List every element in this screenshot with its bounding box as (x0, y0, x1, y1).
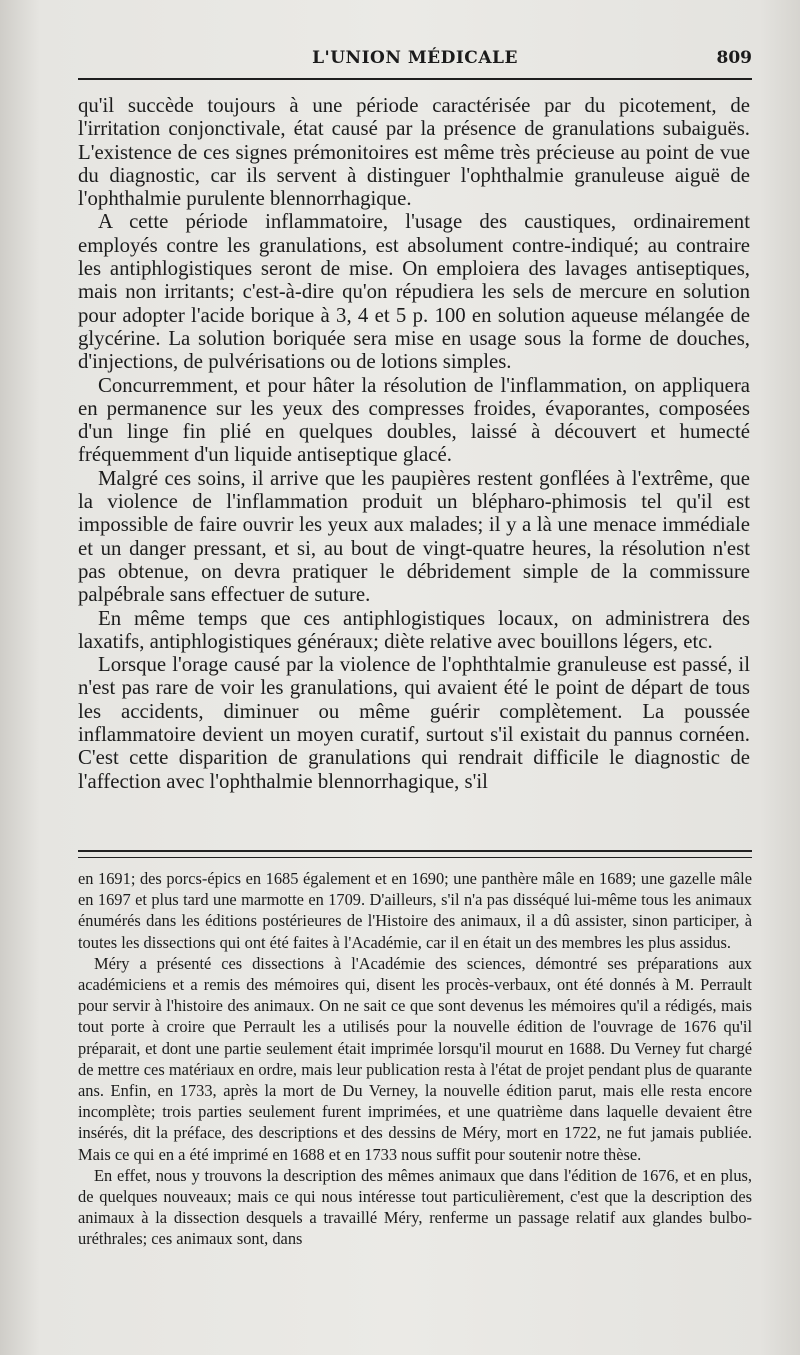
body-paragraph: A cette période inflammatoire, l'usage des caustiques, ordinairement employés contre les granulations, est absolument contre-indiqué; au contraire les antiphlogistiques seront de mise. On emploiera des lavages antiseptiques, mais non irritants; c'est-à-dire qu'on répudiera les sels de mercure en solution pour adopter l'acide borique à 3, 4 et 5 p. 100 en solution aqueuse mélangée de glycérine. La solution boriquée sera mise en usage sous la forme de douches, d'injections, de pulvérisations ou de lotions simples. (78, 210, 750, 374)
body-paragraph: qu'il succède toujours à une période caractérisée par du picotement, de l'irritation conjonctivale, état causé par la présence de granulations subaiguës. L'existence de ces signes prémonitoires est même très précieuse au point de vue du diagnostic, car ils servent à distinguer l'ophthalmie granuleuse aiguë de l'ophthalmie purulente blennorrhagique. (78, 94, 750, 211)
journal-title: L'UNION MÉDICALE (312, 48, 518, 68)
body-paragraph: Concurremment, et pour hâter la résolution de l'inflammation, on appliquera en permanence sur les yeux des compresses froides, évaporantes, composées d'un linge fin plié en quelques doubles, laissé à découvert et humecté fréquemment d'un liquide antiseptique glacé. (78, 373, 750, 467)
page-number: 809 (716, 48, 752, 68)
footnotes (78, 868, 752, 1250)
footnote-divider (78, 857, 752, 858)
body-paragraph: En même temps que ces antiphlogistiques locaux, on administrera des laxatifs, antiphlogistiques généraux; diète relative avec bouillons légers, etc. (78, 606, 750, 653)
footnote-paragraph: En effet, nous y trouvons la description des mêmes animaux que dans l'édition de 1676, et en plus, de quelques nouveaux; mais ce qui nous intéresse tout particulièrement, c'est que la description des animaux à la dissection desquels a travaillé Méry, renferme un passage relatif aux glandes bulbo-uréthrales; ces animaux sont, dans (78, 1165, 752, 1249)
body-paragraph: Lorsque l'orage causé par la violence de l'ophthtalmie granuleuse est passé, il n'est pas rare de voir les granulations, qui avaient été le point de départ de tous les accidents, diminuer ou même guérir complètement. La poussée inflammatoire devient un moyen curatif, surtout s'il existait du pannus cornéen. C'est cette disparition de granulations qui rendrait difficile le diagnostic de l'affection avec l'ophthalmie blennorrhagique, s'il (78, 653, 750, 793)
footnote-divider (78, 850, 752, 852)
main-text (78, 94, 750, 793)
running-head (78, 44, 752, 80)
body-paragraph: Malgré ces soins, il arrive que les paupières restent gonflées à l'extrême, que la violence de l'inflammation produit un blépharo-phimosis tel qu'il est impossible de faire ouvrir les yeux aux malades; il y a là une menace immédiale et un danger pressant, et si, au bout de vingt-quatre heures, la résolution n'est pas obtenue, on devra pratiquer le débridement simple de la commissure palpébrale sans effectuer de suture. (78, 466, 750, 607)
footnote-paragraph: Méry a présenté ces dissections à l'Académie des sciences, démontré ses préparations aux académiciens et a remis des mémoires qui, disent les procès-verbaux, ont été donnés à M. Perrault pour servir à l'histoire des animaux. On ne sait ce que sont devenus les mémoires qu'il a rédigés, mais tout porte à croire que Perrault les a utilisés pour la nouvelle édition de l'ouvrage de 1676 qu'il préparait, et dont une partie seulement était imprimée lorsqu'il mourut en 1688. Du Verney fut chargé de mettre ces matériaux en ordre, mais leur publication resta à l'état de projet pendant plus de quarante ans. Enfin, en 1733, après la mort de Du Verney, la nouvelle édition parut, mais elle resta encore incomplète; trois parties seulement furent imprimées, et une quatrième dans laquelle devaient être insérés, dit la préface, des descriptions et des dessins de Méry, mort en 1722, ne fut jamais publiée. Mais ce qui en a été imprimé en 1688 et en 1733 nous suffit pour soutenir notre thèse. (78, 953, 752, 1164)
footnote-paragraph: en 1691; des porcs-épics en 1685 également et en 1690; une panthère mâle en 1689; une gazelle mâle en 1697 et plus tard une marmotte en 1709. D'ailleurs, s'il n'a pas disséqué lui-même tous les animaux énumérés dans les éditions postérieures de l'Histoire des animaux, il a dû assister, sinon participer, à toutes les dissections qui ont été faites à l'Académie, car il en était un des membres les plus assidus. (78, 869, 752, 952)
